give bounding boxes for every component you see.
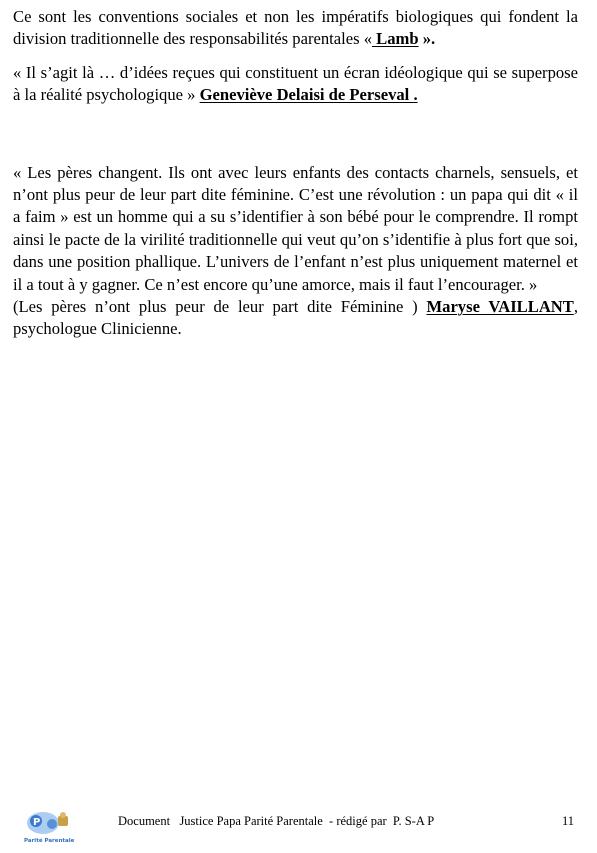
quote-vaillant-source: (Les pères n’ont plus peur de leur part dite Féminine ): [13, 297, 418, 317]
quote-vaillant-text: « Les pères changent. Ils ont avec leurs enfants des contacts charnels, sensuels, et n’ont plus peur de leur part dite féminine. C’est une révolution : un papa qui dit « il a faim » est un homme qui a su s’identifier à son bébé pour le comprendre. Il rompt ainsi le pacte de la virilité traditionnelle qui veut qu’on s’identifie à plus fort que soi, dans une position phallique. L’univers de l’enfant n’est plus uniquement maternel et il a tout à y gagner. Ce n’est encore qu’une amorce, mais il faut l’encourager. »: [13, 162, 578, 294]
quote-vaillant: [13, 162, 578, 341]
footer-text: Document Justice Papa Parité Parentale - rédigé par P. S-A P: [118, 814, 435, 828]
author-delaisi: Geneviève Delaisi de Perseval .: [199, 85, 418, 105]
page-number: 11: [562, 814, 575, 828]
quote-delaisi-text: « Il s’agit là … d’idées reçues qui constituent un écran idéologique qui se superpose à la réalité psychologique »: [13, 62, 578, 105]
quote-lamb: [13, 6, 578, 51]
justice-papa-logo: [22, 809, 78, 847]
svg-text:P: P: [33, 817, 41, 828]
quote-delaisi: [13, 62, 578, 107]
logo-caption: Parité Parentale: [24, 838, 75, 844]
quote-lamb-text: Ce sont les conventions sociales et non les impératifs biologiques qui fondent la division traditionnelle des responsabilités parentales «: [13, 7, 578, 49]
author-lamb: Lamb: [372, 29, 419, 49]
page-footer: [0, 803, 597, 853]
author-vaillant: Maryse VAILLANT: [426, 297, 574, 317]
author-vaillant-role: , psychologue Clinicienne.: [13, 297, 579, 339]
document-page: [13, 6, 578, 341]
quote-lamb-end: ».: [418, 29, 436, 49]
